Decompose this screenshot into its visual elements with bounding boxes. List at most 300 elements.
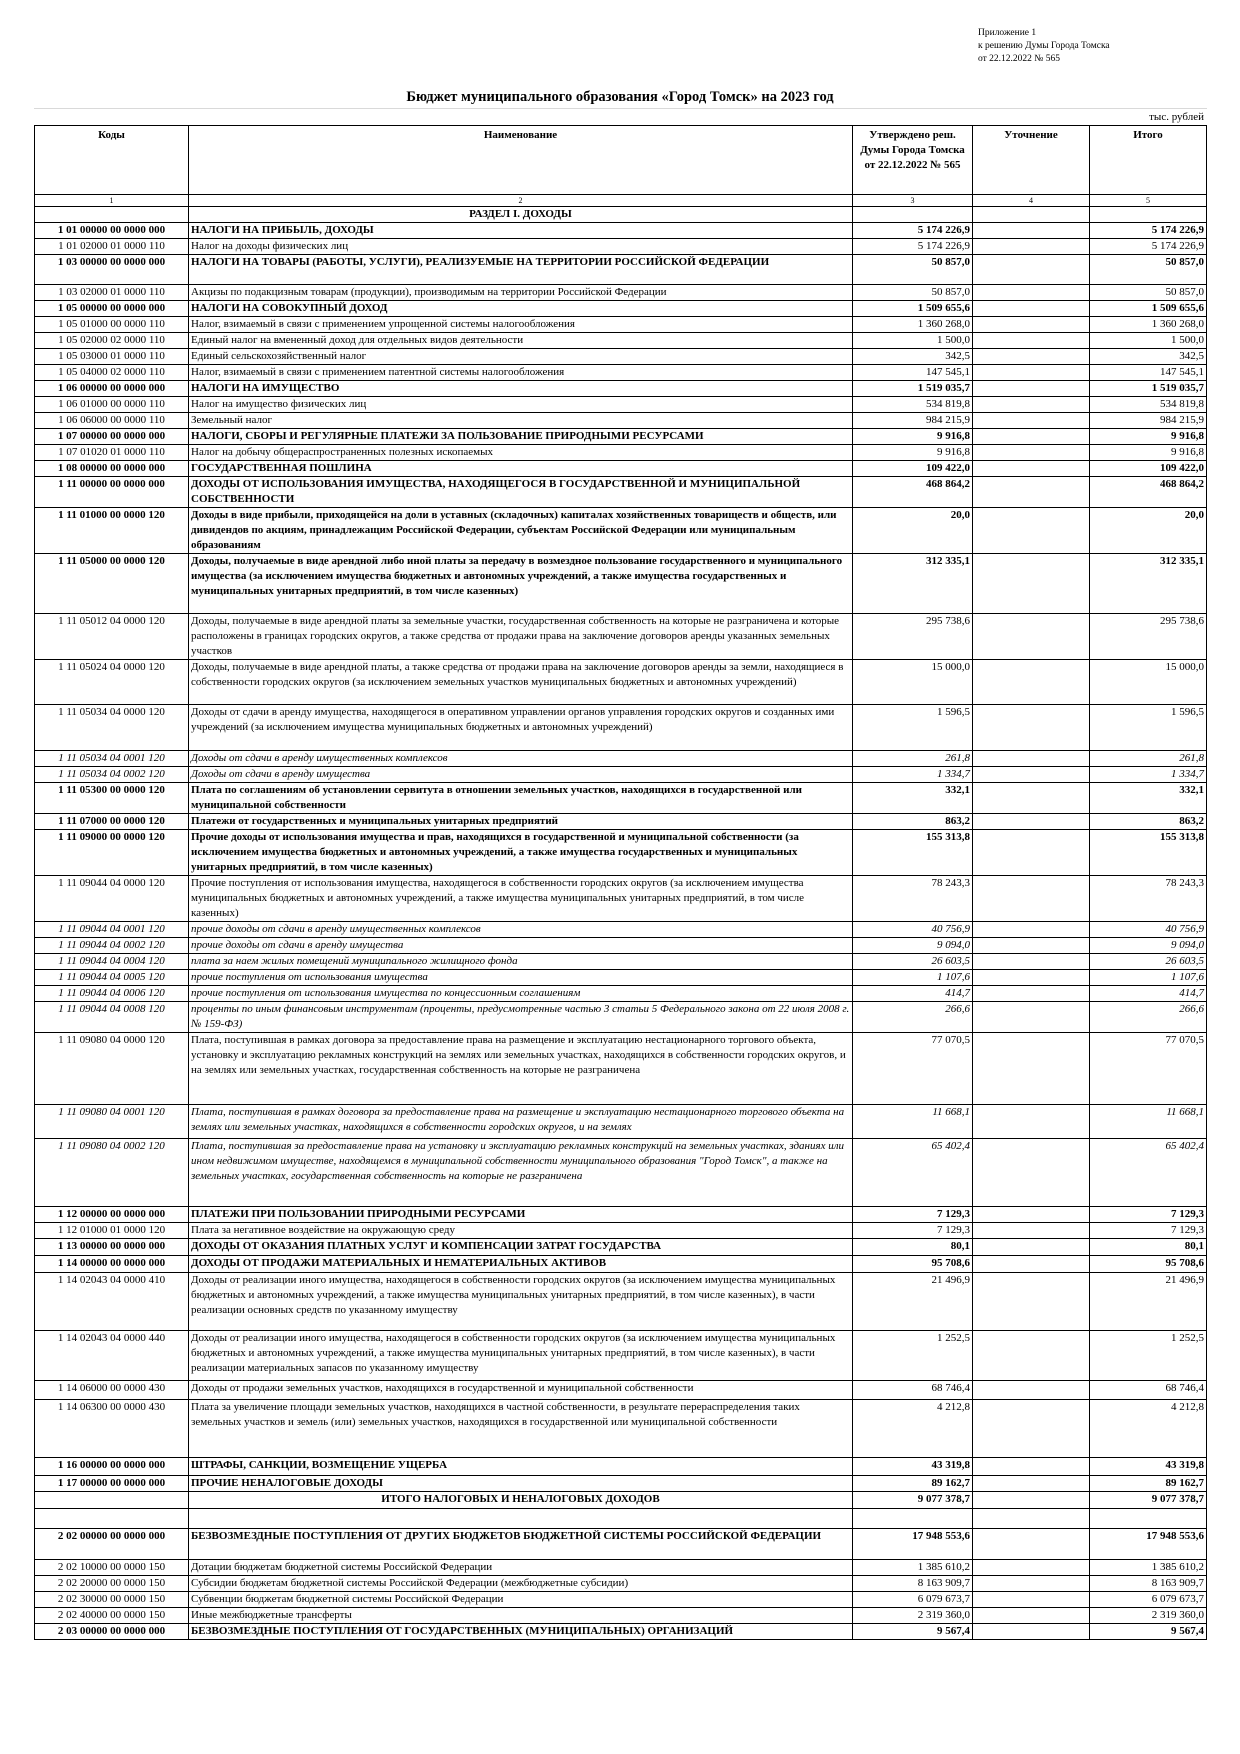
clarification-cell bbox=[973, 255, 1090, 285]
name-cell: Единый налог на вмененный доход для отдельных видов деятельности bbox=[189, 333, 853, 349]
total-cell: 1 360 268,0 bbox=[1090, 317, 1207, 333]
clarification-cell bbox=[973, 660, 1090, 705]
unit-label: тыс. рублей bbox=[1149, 111, 1204, 123]
name-cell: прочие доходы от сдачи в аренду имущественных комплексов bbox=[189, 922, 853, 938]
clarification-cell bbox=[973, 814, 1090, 830]
clarification-cell bbox=[973, 1529, 1090, 1560]
total-cell: 11 668,1 bbox=[1090, 1105, 1207, 1139]
column-number: 3 bbox=[853, 195, 973, 207]
table-row bbox=[35, 1273, 1207, 1331]
total-cell: 26 603,5 bbox=[1090, 954, 1207, 970]
clarification-cell bbox=[973, 1509, 1090, 1529]
name-cell: ИТОГО НАЛОГОВЫХ И НЕНАЛОГОВЫХ ДОХОДОВ bbox=[189, 1492, 853, 1509]
clarification-cell bbox=[973, 207, 1090, 223]
approved-cell: 68 746,4 bbox=[853, 1381, 973, 1400]
approved-cell: 26 603,5 bbox=[853, 954, 973, 970]
total-cell: 78 243,3 bbox=[1090, 876, 1207, 922]
header-clarification: Уточнение bbox=[973, 126, 1090, 195]
name-cell: Субсидии бюджетам бюджетной системы Российской Федерации (межбюджетные субсидии) bbox=[189, 1576, 853, 1592]
table-row bbox=[35, 970, 1207, 986]
total-cell: 9 077 378,7 bbox=[1090, 1492, 1207, 1509]
clarification-cell bbox=[973, 1105, 1090, 1139]
table-row bbox=[35, 223, 1207, 239]
code-cell: 1 11 09044 04 0006 120 bbox=[35, 986, 189, 1002]
approved-cell bbox=[853, 207, 973, 223]
approved-cell: 17 948 553,6 bbox=[853, 1529, 973, 1560]
code-cell: 1 17 00000 00 0000 000 bbox=[35, 1476, 189, 1492]
code-cell: 1 12 00000 00 0000 000 bbox=[35, 1207, 189, 1223]
table-row bbox=[35, 1458, 1207, 1476]
table-row bbox=[35, 705, 1207, 751]
name-cell: Земельный налог bbox=[189, 413, 853, 429]
approved-cell: 95 708,6 bbox=[853, 1256, 973, 1273]
total-cell: 1 252,5 bbox=[1090, 1331, 1207, 1381]
approved-cell: 11 668,1 bbox=[853, 1105, 973, 1139]
clarification-cell bbox=[973, 1239, 1090, 1256]
name-cell: ШТРАФЫ, САНКЦИИ, ВОЗМЕЩЕНИЕ УЩЕРБА bbox=[189, 1458, 853, 1476]
clarification-cell bbox=[973, 397, 1090, 413]
total-cell: 6 079 673,7 bbox=[1090, 1592, 1207, 1608]
approved-cell: 468 864,2 bbox=[853, 477, 973, 508]
column-number: 5 bbox=[1090, 195, 1207, 207]
total-cell: 2 319 360,0 bbox=[1090, 1608, 1207, 1624]
table-row bbox=[35, 814, 1207, 830]
name-cell: Доходы от сдачи в аренду имущества, находящегося в оперативном управлении органов управления городских округов и созданных ими учреждений (за исключением имущества муниципальных бюджетных и автономных учреждений) bbox=[189, 705, 853, 751]
table-row bbox=[35, 1033, 1207, 1105]
name-cell: Дотации бюджетам бюджетной системы Российской Федерации bbox=[189, 1560, 853, 1576]
table-row bbox=[35, 1002, 1207, 1033]
table-row bbox=[35, 1624, 1207, 1640]
table-row bbox=[35, 1592, 1207, 1608]
approved-cell: 89 162,7 bbox=[853, 1476, 973, 1492]
table-row bbox=[35, 333, 1207, 349]
table-row bbox=[35, 1105, 1207, 1139]
header-name: Наименование bbox=[189, 126, 853, 195]
table-row bbox=[35, 1509, 1207, 1529]
total-cell: 312 335,1 bbox=[1090, 554, 1207, 614]
code-cell bbox=[35, 1492, 189, 1509]
table-row bbox=[35, 508, 1207, 554]
table-row bbox=[35, 751, 1207, 767]
total-cell: 7 129,3 bbox=[1090, 1207, 1207, 1223]
clarification-cell bbox=[973, 1592, 1090, 1608]
name-cell: прочие доходы от сдачи в аренду имущества bbox=[189, 938, 853, 954]
clarification-cell bbox=[973, 554, 1090, 614]
table-row bbox=[35, 285, 1207, 301]
name-cell: РАЗДЕЛ I. ДОХОДЫ bbox=[189, 207, 853, 223]
code-cell: 1 14 02043 04 0000 410 bbox=[35, 1273, 189, 1331]
clarification-cell bbox=[973, 922, 1090, 938]
code-cell: 1 11 05034 04 0001 120 bbox=[35, 751, 189, 767]
code-cell: 1 05 01000 00 0000 110 bbox=[35, 317, 189, 333]
approved-cell: 15 000,0 bbox=[853, 660, 973, 705]
name-cell: ДОХОДЫ ОТ ИСПОЛЬЗОВАНИЯ ИМУЩЕСТВА, НАХОДЯЩЕГОСЯ В ГОСУДАРСТВЕННОЙ И МУНИЦИПАЛЬНОЙ СОБСТВЕННОСТИ bbox=[189, 477, 853, 508]
approved-cell: 1 334,7 bbox=[853, 767, 973, 783]
total-cell: 4 212,8 bbox=[1090, 1400, 1207, 1458]
appendix-note bbox=[978, 27, 1110, 66]
name-cell: Доходы, получаемые в виде арендной платы за земельные участки, государственная собственность на которые не разграничена и которые расположены в границах городских округов, а также средства от продажи права на заключение договоров аренды указанных земельных участков bbox=[189, 614, 853, 660]
table-row bbox=[35, 783, 1207, 814]
total-cell: 5 174 226,9 bbox=[1090, 239, 1207, 255]
approved-cell: 4 212,8 bbox=[853, 1400, 973, 1458]
approved-cell: 9 094,0 bbox=[853, 938, 973, 954]
clarification-cell bbox=[973, 1576, 1090, 1592]
name-cell: Плата за увеличение площади земельных участков, находящихся в частной собственности, в результате перераспределения таких земельных участков и земель (или) земельных участков, находящихся в государственной или муниципальной собственности bbox=[189, 1400, 853, 1458]
name-cell: ДОХОДЫ ОТ ОКАЗАНИЯ ПЛАТНЫХ УСЛУГ И КОМПЕНСАЦИИ ЗАТРАТ ГОСУДАРСТВА bbox=[189, 1239, 853, 1256]
approved-cell: 155 313,8 bbox=[853, 830, 973, 876]
appendix-line-1: Приложение 1 bbox=[978, 28, 1037, 38]
clarification-cell bbox=[973, 1207, 1090, 1223]
approved-cell: 5 174 226,9 bbox=[853, 239, 973, 255]
clarification-cell bbox=[973, 986, 1090, 1002]
clarification-cell bbox=[973, 333, 1090, 349]
name-cell: Налог, взимаемый в связи с применением патентной системы налогообложения bbox=[189, 365, 853, 381]
table-row bbox=[35, 477, 1207, 508]
code-cell: 1 11 09044 04 0008 120 bbox=[35, 1002, 189, 1033]
approved-cell: 65 402,4 bbox=[853, 1139, 973, 1207]
name-cell: Доходы в виде прибыли, приходящейся на доли в уставных (складочных) капиталах хозяйственных товариществ и обществ, или дивидендов по акциям, принадлежащим Российской Федерации, субъектам Российской Федерации или муниципальным образованиям bbox=[189, 508, 853, 554]
code-cell: 1 11 05034 04 0002 120 bbox=[35, 767, 189, 783]
table-row bbox=[35, 614, 1207, 660]
clarification-cell bbox=[973, 1223, 1090, 1239]
name-cell: Доходы от продажи земельных участков, находящихся в государственной и муниципальной собственности bbox=[189, 1381, 853, 1400]
total-cell: 984 215,9 bbox=[1090, 413, 1207, 429]
clarification-cell bbox=[973, 767, 1090, 783]
code-cell: 1 11 09080 04 0002 120 bbox=[35, 1139, 189, 1207]
table-row bbox=[35, 1492, 1207, 1509]
total-cell: 863,2 bbox=[1090, 814, 1207, 830]
code-cell: 1 13 00000 00 0000 000 bbox=[35, 1239, 189, 1256]
total-cell: 89 162,7 bbox=[1090, 1476, 1207, 1492]
approved-cell: 332,1 bbox=[853, 783, 973, 814]
name-cell: прочие поступления от использования имущества bbox=[189, 970, 853, 986]
approved-cell: 77 070,5 bbox=[853, 1033, 973, 1105]
total-cell: 1 519 035,7 bbox=[1090, 381, 1207, 397]
table-row bbox=[35, 413, 1207, 429]
total-cell: 68 746,4 bbox=[1090, 1381, 1207, 1400]
approved-cell: 43 319,8 bbox=[853, 1458, 973, 1476]
clarification-cell bbox=[973, 1608, 1090, 1624]
table-row bbox=[35, 954, 1207, 970]
total-cell: 1 107,6 bbox=[1090, 970, 1207, 986]
clarification-cell bbox=[973, 365, 1090, 381]
total-cell: 342,5 bbox=[1090, 349, 1207, 365]
approved-cell: 2 319 360,0 bbox=[853, 1608, 973, 1624]
name-cell: прочие поступления от использования имущества по концессионным соглашениям bbox=[189, 986, 853, 1002]
name-cell: ПРОЧИЕ НЕНАЛОГОВЫЕ ДОХОДЫ bbox=[189, 1476, 853, 1492]
approved-cell: 50 857,0 bbox=[853, 285, 973, 301]
approved-cell: 6 079 673,7 bbox=[853, 1592, 973, 1608]
approved-cell: 40 756,9 bbox=[853, 922, 973, 938]
total-cell: 147 545,1 bbox=[1090, 365, 1207, 381]
name-cell: Доходы, получаемые в виде арендной платы, а также средства от продажи права на заключение договоров аренды за земли, находящиеся в собственности городских округов (за исключением земельных участков муниципальных бюджетных и автономных учреждений) bbox=[189, 660, 853, 705]
code-cell: 1 11 09044 04 0002 120 bbox=[35, 938, 189, 954]
approved-cell: 1 252,5 bbox=[853, 1331, 973, 1381]
total-cell: 1 509 655,6 bbox=[1090, 301, 1207, 317]
code-cell: 1 11 07000 00 0000 120 bbox=[35, 814, 189, 830]
name-cell: Акцизы по подакцизным товарам (продукции), производимым на территории Российской Федерации bbox=[189, 285, 853, 301]
approved-cell: 78 243,3 bbox=[853, 876, 973, 922]
clarification-cell bbox=[973, 938, 1090, 954]
name-cell: Доходы, получаемые в виде арендной либо иной платы за передачу в возмездное пользование государственного и муниципального имущества (за исключением имущества бюджетных и автономных учреждений, а также имущества государственных и муниципальных унитарных предприятий, в том числе казенных) bbox=[189, 554, 853, 614]
clarification-cell bbox=[973, 1492, 1090, 1509]
code-cell: 1 14 06300 00 0000 430 bbox=[35, 1400, 189, 1458]
code-cell: 1 11 09080 04 0001 120 bbox=[35, 1105, 189, 1139]
name-cell: НАЛОГИ НА ТОВАРЫ (РАБОТЫ, УСЛУГИ), РЕАЛИЗУЕМЫЕ НА ТЕРРИТОРИИ РОССИЙСКОЙ ФЕДЕРАЦИИ bbox=[189, 255, 853, 285]
approved-cell: 50 857,0 bbox=[853, 255, 973, 285]
appendix-line-2: к решению Думы Города Томска bbox=[978, 41, 1110, 51]
clarification-cell bbox=[973, 1273, 1090, 1331]
total-cell: 95 708,6 bbox=[1090, 1256, 1207, 1273]
approved-cell: 1 360 268,0 bbox=[853, 317, 973, 333]
total-cell: 155 313,8 bbox=[1090, 830, 1207, 876]
clarification-cell bbox=[973, 301, 1090, 317]
table-row bbox=[35, 1476, 1207, 1492]
code-cell bbox=[35, 207, 189, 223]
clarification-cell bbox=[973, 1033, 1090, 1105]
name-cell: Налог на имущество физических лиц bbox=[189, 397, 853, 413]
clarification-cell bbox=[973, 1381, 1090, 1400]
column-number: 4 bbox=[973, 195, 1090, 207]
name-cell: НАЛОГИ НА ПРИБЫЛЬ, ДОХОДЫ bbox=[189, 223, 853, 239]
appendix-line-3: от 22.12.2022 № 565 bbox=[978, 54, 1060, 64]
approved-cell: 1 107,6 bbox=[853, 970, 973, 986]
name-cell: Субвенции бюджетам бюджетной системы Российской Федерации bbox=[189, 1592, 853, 1608]
approved-cell bbox=[853, 1509, 973, 1529]
code-cell: 1 11 05300 00 0000 120 bbox=[35, 783, 189, 814]
approved-cell: 863,2 bbox=[853, 814, 973, 830]
code-cell: 2 03 00000 00 0000 000 bbox=[35, 1624, 189, 1640]
name-cell: БЕЗВОЗМЕЗДНЫЕ ПОСТУПЛЕНИЯ ОТ ГОСУДАРСТВЕННЫХ (МУНИЦИПАЛЬНЫХ) ОРГАНИЗАЦИЙ bbox=[189, 1624, 853, 1640]
total-cell: 7 129,3 bbox=[1090, 1223, 1207, 1239]
table-row bbox=[35, 1400, 1207, 1458]
approved-cell: 534 819,8 bbox=[853, 397, 973, 413]
total-cell: 80,1 bbox=[1090, 1239, 1207, 1256]
clarification-cell bbox=[973, 429, 1090, 445]
table-row bbox=[35, 986, 1207, 1002]
approved-cell: 147 545,1 bbox=[853, 365, 973, 381]
approved-cell: 80,1 bbox=[853, 1239, 973, 1256]
table-row bbox=[35, 767, 1207, 783]
column-numbers-row bbox=[35, 195, 1207, 207]
code-cell: 1 05 04000 02 0000 110 bbox=[35, 365, 189, 381]
table-row bbox=[35, 660, 1207, 705]
total-cell: 9 094,0 bbox=[1090, 938, 1207, 954]
name-cell: Плата за негативное воздействие на окружающую среду bbox=[189, 1223, 853, 1239]
code-cell: 1 11 05034 04 0000 120 bbox=[35, 705, 189, 751]
header-approved: Утверждено реш. Думы Города Томска от 22.12.2022 № 565 bbox=[853, 126, 973, 195]
clarification-cell bbox=[973, 381, 1090, 397]
total-cell bbox=[1090, 207, 1207, 223]
clarification-cell bbox=[973, 477, 1090, 508]
code-cell: 1 01 02000 01 0000 110 bbox=[35, 239, 189, 255]
clarification-cell bbox=[973, 1458, 1090, 1476]
header-codes: Коды bbox=[35, 126, 189, 195]
clarification-cell bbox=[973, 1560, 1090, 1576]
name-cell: проценты по иным финансовым инструментам (проценты, предусмотренные частью 3 статьи 5 Федерального закона от 22 июля 2008 г. № 159-ФЗ) bbox=[189, 1002, 853, 1033]
table-row bbox=[35, 922, 1207, 938]
clarification-cell bbox=[973, 1331, 1090, 1381]
total-cell: 43 319,8 bbox=[1090, 1458, 1207, 1476]
table-row bbox=[35, 207, 1207, 223]
total-cell: 468 864,2 bbox=[1090, 477, 1207, 508]
approved-cell: 9 567,4 bbox=[853, 1624, 973, 1640]
table-row bbox=[35, 876, 1207, 922]
code-cell: 1 05 02000 02 0000 110 bbox=[35, 333, 189, 349]
approved-cell: 1 385 610,2 bbox=[853, 1560, 973, 1576]
approved-cell: 295 738,6 bbox=[853, 614, 973, 660]
code-cell: 1 03 00000 00 0000 000 bbox=[35, 255, 189, 285]
approved-cell: 7 129,3 bbox=[853, 1223, 973, 1239]
table-row bbox=[35, 349, 1207, 365]
total-cell bbox=[1090, 1509, 1207, 1529]
approved-cell: 266,6 bbox=[853, 1002, 973, 1033]
code-cell: 1 07 01020 01 0000 110 bbox=[35, 445, 189, 461]
table-row bbox=[35, 1608, 1207, 1624]
code-cell: 1 05 03000 01 0000 110 bbox=[35, 349, 189, 365]
code-cell: 2 02 00000 00 0000 000 bbox=[35, 1529, 189, 1560]
clarification-cell bbox=[973, 1256, 1090, 1273]
clarification-cell bbox=[973, 413, 1090, 429]
approved-cell: 109 422,0 bbox=[853, 461, 973, 477]
table-row bbox=[35, 1560, 1207, 1576]
code-cell: 1 05 00000 00 0000 000 bbox=[35, 301, 189, 317]
code-cell: 1 11 09044 04 0004 120 bbox=[35, 954, 189, 970]
code-cell: 1 06 01000 00 0000 110 bbox=[35, 397, 189, 413]
name-cell: Плата, поступившая в рамках договора за предоставление права на размещение и эксплуатацию нестационарного торгового объекта на землях или земельных участках, находящихся в собственности городских округов, и на землях bbox=[189, 1105, 853, 1139]
total-cell: 77 070,5 bbox=[1090, 1033, 1207, 1105]
clarification-cell bbox=[973, 239, 1090, 255]
code-cell bbox=[35, 1509, 189, 1529]
code-cell: 1 01 00000 00 0000 000 bbox=[35, 223, 189, 239]
name-cell: ГОСУДАРСТВЕННАЯ ПОШЛИНА bbox=[189, 461, 853, 477]
approved-cell: 1 519 035,7 bbox=[853, 381, 973, 397]
total-cell: 20,0 bbox=[1090, 508, 1207, 554]
clarification-cell bbox=[973, 317, 1090, 333]
clarification-cell bbox=[973, 954, 1090, 970]
name-cell: НАЛОГИ НА ИМУЩЕСТВО bbox=[189, 381, 853, 397]
column-number: 2 bbox=[189, 195, 853, 207]
code-cell: 1 11 01000 00 0000 120 bbox=[35, 508, 189, 554]
name-cell: Плата по соглашениям об установлении сервитута в отношении земельных участков, находящихся в государственной или муниципальной собственности bbox=[189, 783, 853, 814]
code-cell: 1 11 00000 00 0000 000 bbox=[35, 477, 189, 508]
name-cell: Прочие поступления от использования имущества, находящегося в собственности городских округов (за исключением имущества муниципальных бюджетных и автономных учреждений, а также имущества муниципальных унитарных предприятий, в том числе казенных) bbox=[189, 876, 853, 922]
code-cell: 2 02 10000 00 0000 150 bbox=[35, 1560, 189, 1576]
approved-cell: 414,7 bbox=[853, 986, 973, 1002]
code-cell: 1 11 09080 04 0000 120 bbox=[35, 1033, 189, 1105]
total-cell: 50 857,0 bbox=[1090, 255, 1207, 285]
table-body bbox=[35, 207, 1207, 1640]
table-row bbox=[35, 938, 1207, 954]
code-cell: 1 12 01000 01 0000 120 bbox=[35, 1223, 189, 1239]
approved-cell: 5 174 226,9 bbox=[853, 223, 973, 239]
table-row bbox=[35, 1139, 1207, 1207]
clarification-cell bbox=[973, 783, 1090, 814]
table-row bbox=[35, 1576, 1207, 1592]
code-cell: 1 07 00000 00 0000 000 bbox=[35, 429, 189, 445]
name-cell: Плата, поступившая за предоставление права на установку и эксплуатацию рекламных конструкций на земельных участках, зданиях или ином недвижимом имуществе, находящемся в муниципальной собственности муниципального образования "Город Томск", а также на земельных участках, государственная собственность на которые не разграничена bbox=[189, 1139, 853, 1207]
header-row bbox=[35, 126, 1207, 195]
code-cell: 1 16 00000 00 0000 000 bbox=[35, 1458, 189, 1476]
code-cell: 1 11 05000 00 0000 120 bbox=[35, 554, 189, 614]
total-cell: 9 567,4 bbox=[1090, 1624, 1207, 1640]
name-cell: Иные межбюджетные трансферты bbox=[189, 1608, 853, 1624]
code-cell: 1 14 00000 00 0000 000 bbox=[35, 1256, 189, 1273]
name-cell: плата за наем жилых помещений муниципального жилищного фонда bbox=[189, 954, 853, 970]
name-cell: Единый сельскохозяйственный налог bbox=[189, 349, 853, 365]
code-cell: 1 14 06000 00 0000 430 bbox=[35, 1381, 189, 1400]
code-cell: 1 11 09044 04 0001 120 bbox=[35, 922, 189, 938]
total-cell: 50 857,0 bbox=[1090, 285, 1207, 301]
table-row bbox=[35, 397, 1207, 413]
approved-cell: 1 596,5 bbox=[853, 705, 973, 751]
table-row bbox=[35, 255, 1207, 285]
clarification-cell bbox=[973, 1624, 1090, 1640]
approved-cell: 20,0 bbox=[853, 508, 973, 554]
approved-cell: 342,5 bbox=[853, 349, 973, 365]
approved-cell: 1 509 655,6 bbox=[853, 301, 973, 317]
approved-cell: 984 215,9 bbox=[853, 413, 973, 429]
name-cell: Доходы от реализации иного имущества, находящегося в собственности городских округов (за исключением имущества муниципальных бюджетных и автономных учреждений, а также имущества муниципальных унитарных предприятий, в том числе казенных), в части реализации основных средств по указанному имуществу bbox=[189, 1273, 853, 1331]
total-cell: 9 916,8 bbox=[1090, 445, 1207, 461]
total-cell: 65 402,4 bbox=[1090, 1139, 1207, 1207]
code-cell: 2 02 20000 00 0000 150 bbox=[35, 1576, 189, 1592]
total-cell: 1 596,5 bbox=[1090, 705, 1207, 751]
table-row bbox=[35, 830, 1207, 876]
table-row bbox=[35, 1207, 1207, 1223]
table-row bbox=[35, 554, 1207, 614]
approved-cell: 21 496,9 bbox=[853, 1273, 973, 1331]
name-cell: Доходы от сдачи в аренду имущества bbox=[189, 767, 853, 783]
code-cell: 1 11 05024 04 0000 120 bbox=[35, 660, 189, 705]
clarification-cell bbox=[973, 508, 1090, 554]
name-cell: Плата, поступившая в рамках договора за предоставление права на размещение и эксплуатацию нестационарного торгового объекта, установку и эксплуатацию рекламных конструкций на землях или земельных участках, находящихся в собственности городских округов, и на землях или земельных участках, государственная собственность на которые не разграничена bbox=[189, 1033, 853, 1105]
name-cell: ПЛАТЕЖИ ПРИ ПОЛЬЗОВАНИИ ПРИРОДНЫМИ РЕСУРСАМИ bbox=[189, 1207, 853, 1223]
table-row bbox=[35, 429, 1207, 445]
name-cell: НАЛОГИ НА СОВОКУПНЫЙ ДОХОД bbox=[189, 301, 853, 317]
total-cell: 9 916,8 bbox=[1090, 429, 1207, 445]
total-cell: 8 163 909,7 bbox=[1090, 1576, 1207, 1592]
table-row bbox=[35, 1529, 1207, 1560]
code-cell: 1 03 02000 01 0000 110 bbox=[35, 285, 189, 301]
approved-cell: 312 335,1 bbox=[853, 554, 973, 614]
table-row bbox=[35, 365, 1207, 381]
total-cell: 5 174 226,9 bbox=[1090, 223, 1207, 239]
code-cell: 1 08 00000 00 0000 000 bbox=[35, 461, 189, 477]
code-cell: 1 06 00000 00 0000 000 bbox=[35, 381, 189, 397]
total-cell: 332,1 bbox=[1090, 783, 1207, 814]
clarification-cell bbox=[973, 1139, 1090, 1207]
table-row bbox=[35, 1331, 1207, 1381]
clarification-cell bbox=[973, 1400, 1090, 1458]
code-cell: 2 02 40000 00 0000 150 bbox=[35, 1608, 189, 1624]
code-cell: 1 11 09044 04 0005 120 bbox=[35, 970, 189, 986]
name-cell bbox=[189, 1509, 853, 1529]
table-row bbox=[35, 381, 1207, 397]
total-cell: 266,6 bbox=[1090, 1002, 1207, 1033]
name-cell: Доходы от реализации иного имущества, находящегося в собственности городских округов (за исключением имущества муниципальных бюджетных и автономных учреждений, а также имущества муниципальных унитарных предприятий, в том числе казенных), в части реализации материальных запасов по указанному имуществу bbox=[189, 1331, 853, 1381]
header-total: Итого bbox=[1090, 126, 1207, 195]
total-cell: 109 422,0 bbox=[1090, 461, 1207, 477]
name-cell: Налог на доходы физических лиц bbox=[189, 239, 853, 255]
code-cell: 1 14 02043 04 0000 440 bbox=[35, 1331, 189, 1381]
approved-cell: 261,8 bbox=[853, 751, 973, 767]
clarification-cell bbox=[973, 285, 1090, 301]
clarification-cell bbox=[973, 1476, 1090, 1492]
name-cell: ДОХОДЫ ОТ ПРОДАЖИ МАТЕРИАЛЬНЫХ И НЕМАТЕРИАЛЬНЫХ АКТИВОВ bbox=[189, 1256, 853, 1273]
total-cell: 40 756,9 bbox=[1090, 922, 1207, 938]
clarification-cell bbox=[973, 614, 1090, 660]
